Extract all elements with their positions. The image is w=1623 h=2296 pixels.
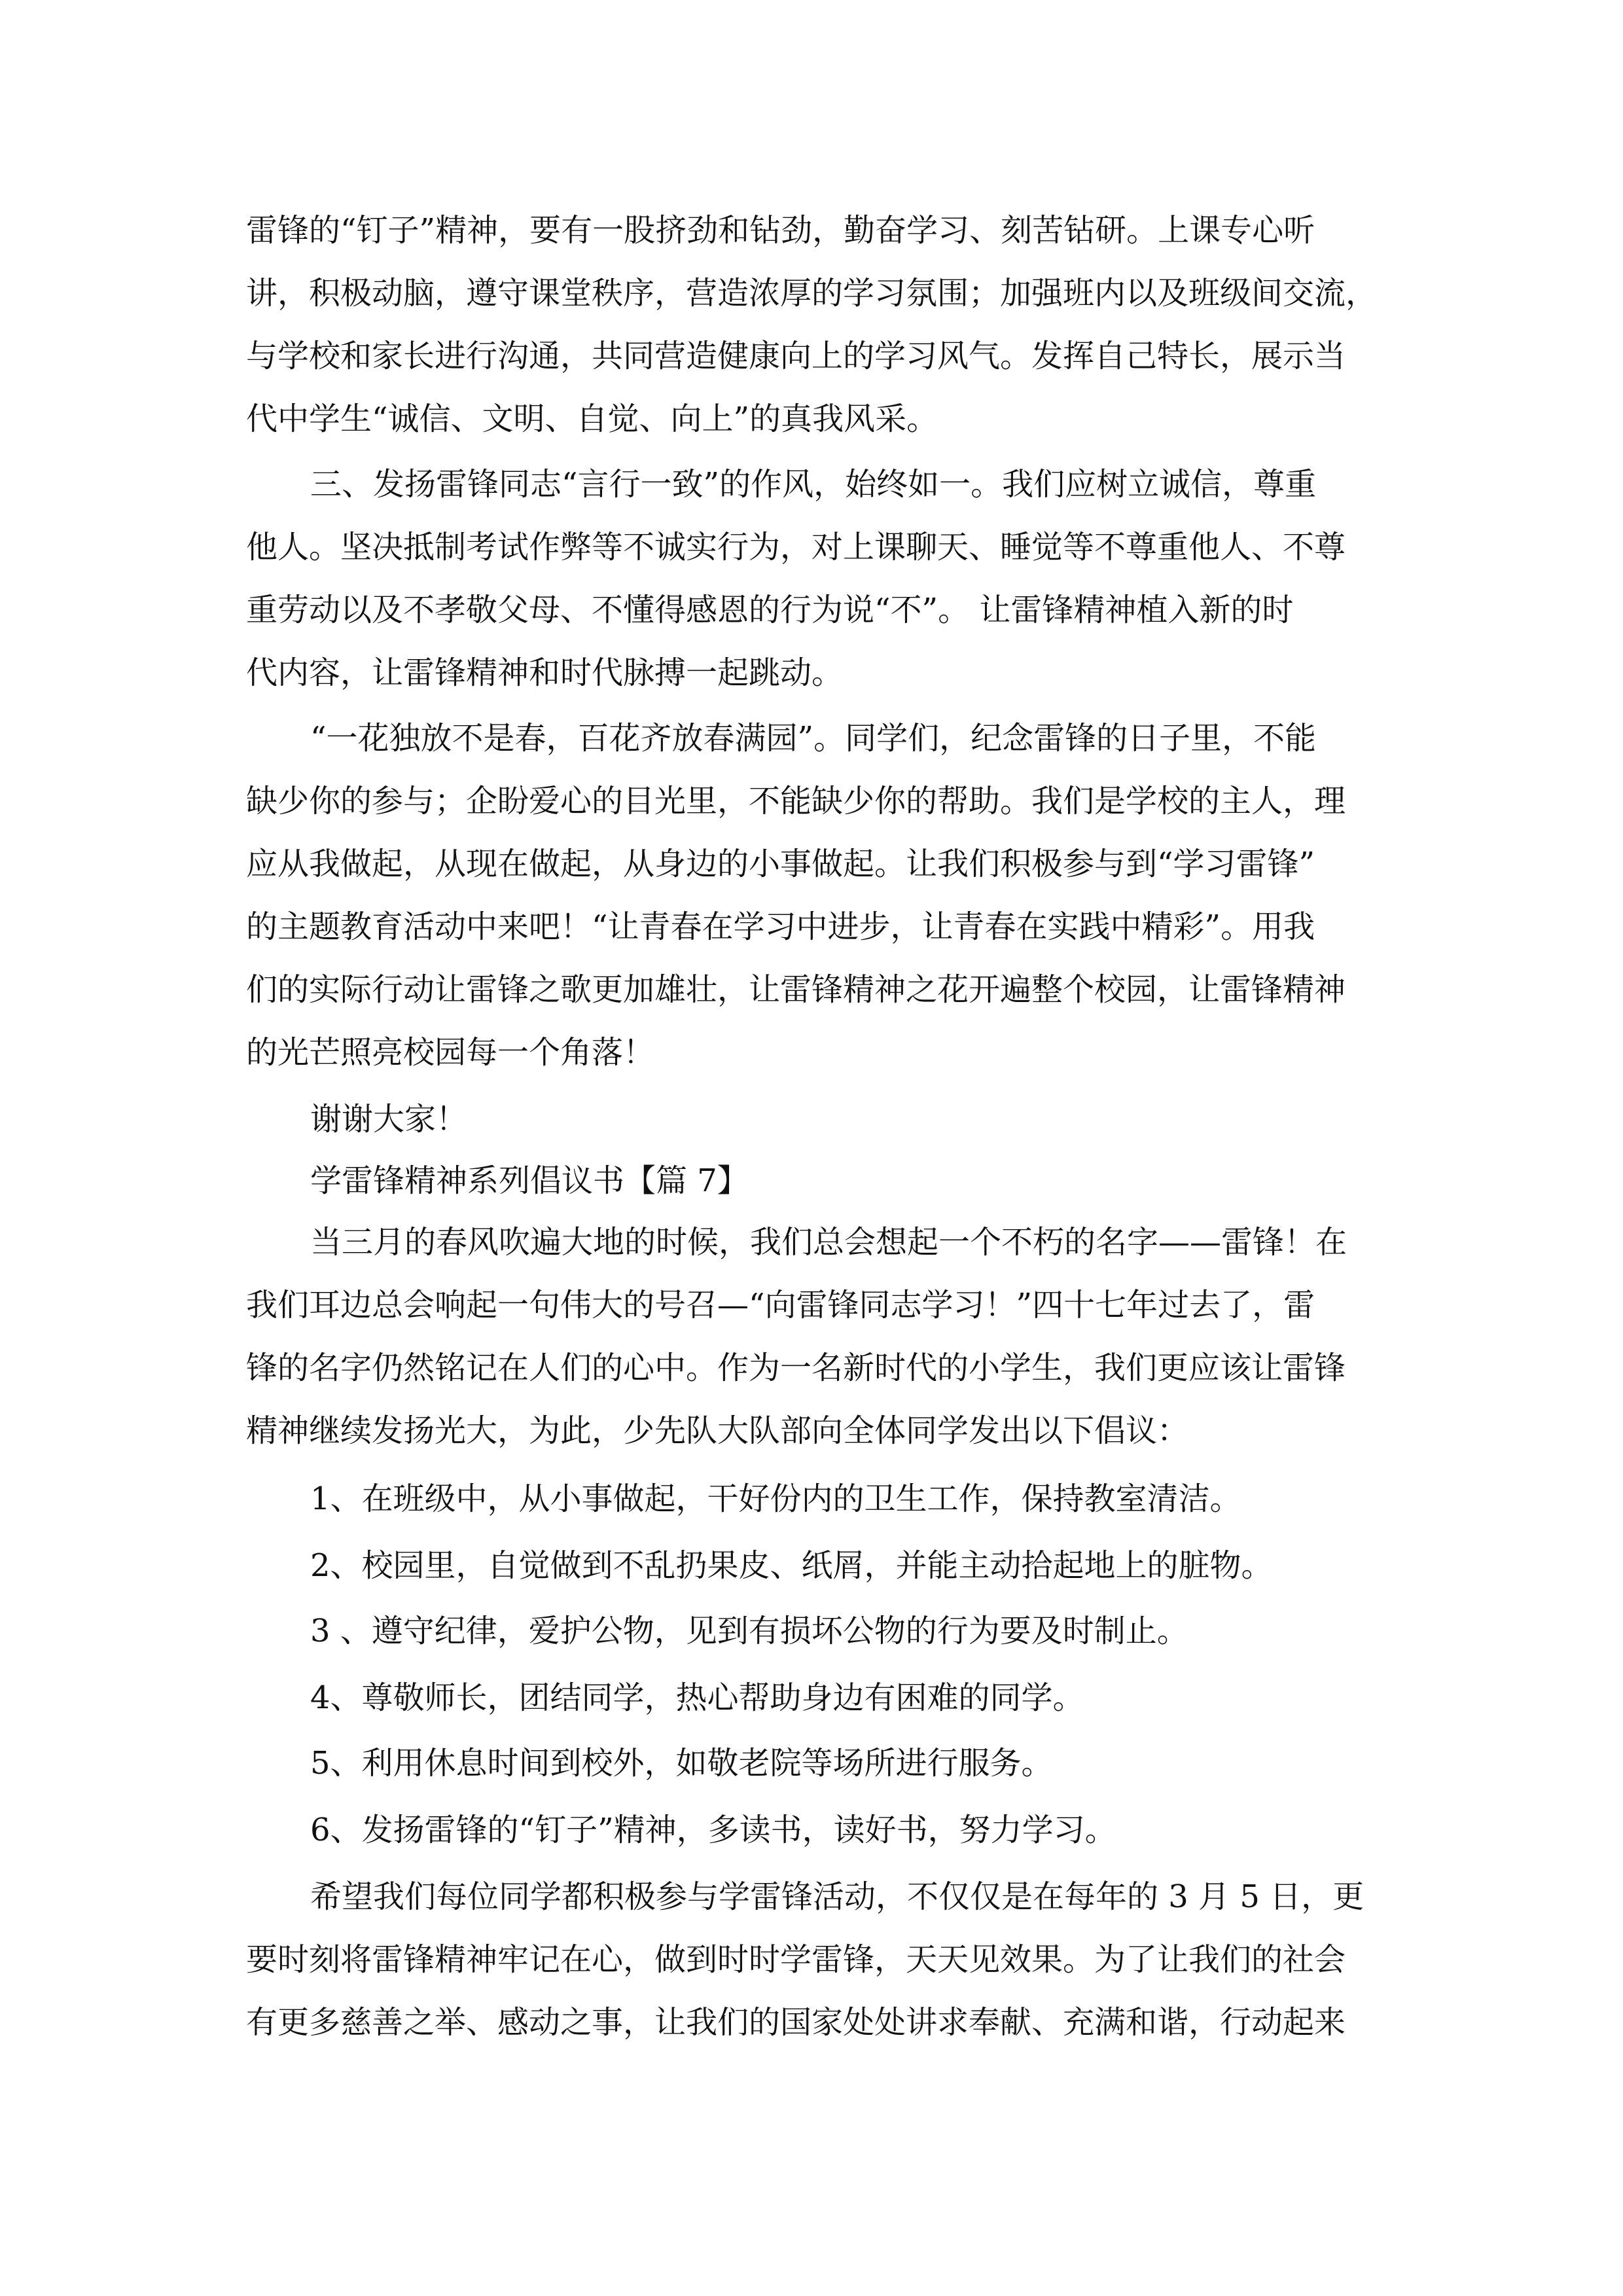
- list-item: 3 、遵守纪律，爱护公物，见到有损坏公物的行为要及时制止。: [310, 1613, 1188, 1649]
- text-line: 重劳动以及不孝敬父母、不懂得感恩的行为说“不”。 让雷锋精神植入新的时: [246, 592, 1294, 628]
- text-line: 讲，积极动脑，遵守课堂秩序，营造浓厚的学习氛围；加强班内以及班级间交流，: [246, 275, 1378, 312]
- text-line: “一花独放不是春，百花齐放春满园”。同学们，纪念雷锋的日子里，不能: [310, 720, 1317, 757]
- text-line: 我们耳边总会响起一句伟大的号召—“向雷锋同志学习！”四十七年过去了，雷: [246, 1287, 1315, 1323]
- text-line: 代内容，让雷锋精神和时代脉搏一起跳动。: [246, 655, 844, 691]
- text-line: 谢谢大家！: [310, 1101, 468, 1138]
- text-line: 要时刻将雷锋精神牢记在心，做到时时学雷锋，天天见效果。为了让我们的社会: [246, 1941, 1346, 1978]
- list-item: 6、发扬雷锋的“钉子”精神，多读书，读好书，努力学习。: [310, 1812, 1116, 1848]
- text-line: 的主题教育活动中来吧！“让青春在学习中进步，让青春在实践中精彩”。用我: [246, 908, 1315, 945]
- list-item: 4、尊敬师长，团结同学，热心帮助身边有困难的同学。: [310, 1679, 1084, 1716]
- text-line: 代中学生“诚信、文明、自觉、向上”的真我风采。: [246, 401, 938, 437]
- text-line: 三、发扬雷锋同志“言行一致”的作风，始终如一。我们应树立诚信，尊重: [310, 466, 1317, 503]
- text-line: 雷锋的“钉子”精神，要有一股挤劲和钻劲，勤奋学习、刻苦钻研。上课专心听: [246, 212, 1315, 249]
- text-line: 的光芒照亮校园每一个角落！: [246, 1034, 655, 1071]
- text-line: 锋的名字仍然铭记在人们的心中。作为一名新时代的小学生，我们更应该让雷锋: [246, 1350, 1346, 1386]
- text-line: 当三月的春风吹遍大地的时候，我们总会想起一个不朽的名字——雷锋！在: [310, 1224, 1347, 1261]
- list-item: 2、校园里，自觉做到不乱扔果皮、纸屑，并能主动拾起地上的脏物。: [310, 1547, 1273, 1584]
- text-line: 希望我们每位同学都积极参与学雷锋活动，不仅仅是在每年的 3 月 5 日，更: [310, 1878, 1364, 1915]
- section-heading: 学雷锋精神系列倡议书【篇 7】: [310, 1162, 749, 1199]
- text-line: 应从我做起，从现在做起，从身边的小事做起。让我们积极参与到“学习雷锋”: [246, 846, 1315, 882]
- text-line: 有更多慈善之举、感动之事，让我们的国家处处讲求奉献、充满和谐，行动起来: [246, 2004, 1346, 2041]
- text-line: 缺少你的参与；企盼爱心的目光里，不能缺少你的帮助。我们是学校的主人，理: [246, 783, 1346, 819]
- text-line: 们的实际行动让雷锋之歌更加雄壮，让雷锋精神之花开遍整个校园，让雷锋精神: [246, 971, 1346, 1008]
- list-item: 1、在班级中，从小事做起，干好份内的卫生工作，保持教室清洁。: [310, 1480, 1241, 1517]
- list-item: 5、利用休息时间到校外，如敬老院等场所进行服务。: [310, 1745, 1053, 1782]
- text-line: 他人。坚决抵制考试作弊等不诚实行为，对上课聊天、睡觉等不尊重他人、不尊: [246, 529, 1346, 565]
- text-line: 精神继续发扬光大，为此，少先队大队部向全体同学发出以下倡议：: [246, 1412, 1189, 1449]
- text-line: 与学校和家长进行沟通，共同营造健康向上的学习风气。发挥自己特长，展示当: [246, 338, 1346, 374]
